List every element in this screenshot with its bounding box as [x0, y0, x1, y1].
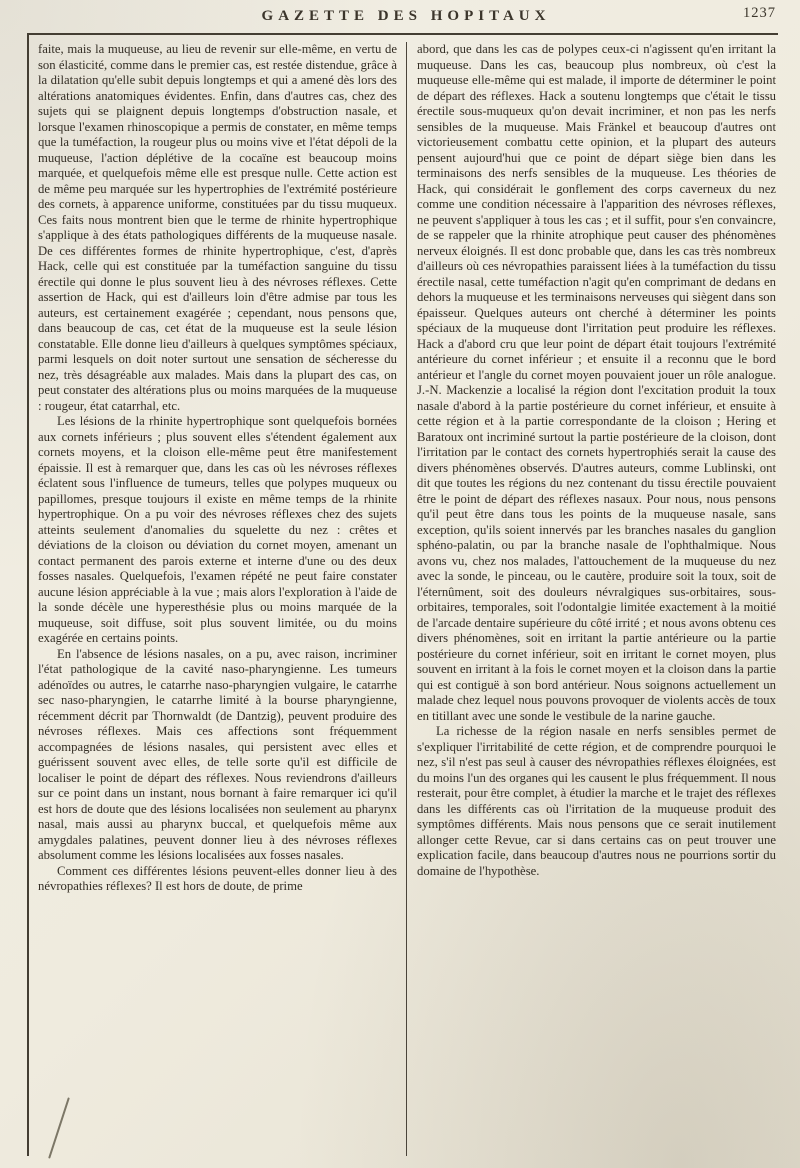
paragraph: Les lésions de la rhinite hypertrophique sont quelquefois bornées aux cornets inférieurs ; plus souvent elles s'étendent également aux cornets moyens, et la cloison elle-même peut être manifestement épaissie. Il est à remarquer que, dans les cas où les névroses réflexes éclatent sous l'influence de tumeurs, telles que polypes muqueux ou papillomes, presque toujours il existe en même temps de la rhinite hypertrophique. On a pu voir des névroses réflexes chez des sujets atteints seulement d'anomalies du squelette du nez : crêtes et déviations de la cloison ou déviation du cornet moyen, amenant un contact permanent des parois externe et interne d'une ou des deux fosses nasales. Quelquefois, l'examen répété ne peut faire constater aucune lésion appréciable à la vue ; mais alors l'exploration à l'aide de la sonde décèle une hyperesthésie plus ou moins marquée de la muqueuse, soit diffuse, soit plus souvent limitée, ou du moins exagérée en certains points. — [38, 414, 397, 645]
left-column — [38, 42, 406, 1156]
left-margin-rule — [27, 33, 29, 1156]
paragraph: En l'absence de lésions nasales, on a pu, avec raison, incriminer l'état pathologique de la cavité naso-pharyngienne. Les tumeurs adénoïdes ou autres, le catarrhe naso-pharyngien vulgaire, le catarrhe sec naso-pharyngien, le catarrhe limité à la bourse pharyngienne, récemment décrit par Thornwaldt (de Dantzig), peuvent produire des névroses réflexes. Mais ces affections sont fréquemment accompagnées de lésions nasales, qui persistent avec elles et guérissent souvent avec elles, de telle sorte qu'il est difficile de localiser le point de départ des réflexes. Nous reviendrons d'ailleurs sur ce point dans un instant, nous bornant à faire remarquer ici qu'il est hors de doute que des lésions localisées non seulement au pharynx nasal, mais aussi au pharynx buccal, et quelquefois même aux amygdales palatines, peuvent donner lieu à des névroses réflexes absolument comme les lésions localisées aux fosses nasales. — [38, 646, 397, 862]
article-body — [38, 42, 776, 1156]
paragraph: La richesse de la région nasale en nerfs sensibles permet de s'expliquer l'irritabilité de cette région, et de comprendre pourquoi le nez, s'il n'est pas seul à causer des névropathies réflexes éloignées, est du moins l'un des organes qui les causent le plus fréquemment. Il nous resterait, pour être complet, à étudier la marche et le trajet des réflexes dans les différents cas où l'irritation de la muqueuse produit des symptômes différents. Mais nous pensons que ce serait inutilement allonger cette Revue, car si dans certains cas on peut trouver une explication facile, dans beaucoup d'autres nous ne pourrions sortir du domaine de l'hypothèse. — [417, 724, 776, 878]
header-rule — [27, 33, 778, 35]
page-number: 1237 — [743, 5, 776, 21]
paragraph: Comment ces différentes lésions peuvent-elles donner lieu à des névropathies réflexes? Il est hors de doute, de prime — [38, 863, 397, 893]
right-column — [407, 42, 776, 1156]
page-header — [30, 5, 782, 31]
paragraph: faite, mais la muqueuse, au lieu de revenir sur elle-même, en vertu de son élasticité, comme dans le premier cas, est restée distendue, grâce à la dilatation qu'elle subit depuis longtemps et qui a amené dès lors des altérations anatomiques évidentes. Enfin, dans d'autres cas, chez des sujets qui se plaignent depuis longtemps d'obstruction nasale, et lorsque l'examen rhinoscopique a permis de constater, en même temps que la tuméfaction, la rougeur plus ou moins vive et l'état dépoli de la muqueuse, l'action déplétive de la cocaïne est beaucoup moins marquée, et quelquefois même elle est presque nulle. Cette action est de même peu marquée sur les hypertrophies de l'extrémité postérieure des cornets, à apparence uniforme, constituées par du tissu muqueux. Ces faits nous montrent bien que le terme de rhinite hypertrophique s'applique à des états pathologiques différents de la muqueuse nasale. De ces différentes formes de rhinite hypertrophique, c'est, d'après Hack, celle qui est constituée par la tuméfaction sanguine du tissu érectile qui donne le plus souvent lieu à des névroses réflexes. Cette assertion de Hack, qui est d'ailleurs loin d'être admise par tous les auteurs, est certainement exagérée ; cependant, nous pensons que, dans beaucoup de cas, cet état de la muqueuse est la seule lésion constatable. Elle donne lieu d'ailleurs à quelques symptômes spéciaux, parmi lesquels on doit noter surtout une sensation de sécheresse du nez, très désagréable aux malades. Mais dans la plupart des cas, on peut constater des altérations plus ou moins marquées de la muqueuse : rougeur, état catarrhal, etc. — [38, 42, 397, 413]
paragraph: abord, que dans les cas de polypes ceux-ci n'agissent qu'en irritant la muqueuse. Dans les cas, beaucoup plus nombreux, où c'est la muqueuse elle-même qui est malade, il importe de déterminer le point de départ des réflexes. Hack a soutenu longtemps que c'était le tissu érectile sous-muqueux qu'on devait incriminer, et non pas les nerfs sensibles de la muqueuse. Mais Fränkel et beaucoup d'autres ont victorieusement combattu cette opinion, et la plupart des auteurs pensent aujourd'hui que ce point de départ siège bien dans les terminaisons des nerfs sensibles de la muqueuse. Les théories de Hack, qui considérait le gonflement des corps caverneux du nez comme une condition nécessaire à l'apparition des névroses réflexes, ne peuvent s'appliquer à tous les cas ; et il suffit, pour s'en convaincre, de se rappeler que la rhinite atrophique peut causer des phénomènes nerveux éloignés. Il est donc probable que, dans les cas très nombreux d'ailleurs où ces névropathies paraissent liées à la tuméfaction du tissu érectile nasal, cette tuméfaction n'agit qu'en comprimant de dedans en dehors la muqueuse et les terminaisons nerveuses qui siègent dans son épaisseur. Quelques auteurs ont cherché à déterminer les points spéciaux de la muqueuse dont l'irritation peut produire les réflexes. Hack a d'abord cru que leur point de départ était toujours l'extrémité antérieure du cornet inférieur ; et ensuite il a reconnu que le bord antérieur et l'angle du cornet moyen pouvaient jouer un rôle analogue. J.-N. Mackenzie a localisé la région dont l'excitation produit la toux nasale d'abord à la partie postérieure du cornet inférieur, et ensuite à cette région et à la partie correspondante de la cloison ; Hering et Baratoux ont incriminé surtout la partie postérieure de la cloison, dont l'irritation par le contact des cornets hypertrophiés serait la cause des divers phénomènes observés. D'autres auteurs, comme Lublinski, ont dit que toutes les régions du nez contenant du tissu érectile pouvaient être le point de départ des réflexes nasaux. Pour nous, nous pensons qu'il peut être dans tous les points de la muqueuse nasale, sans exception, qu'ils soient innervés par les branches nasales du ganglion sphéno-palatin, ou par la branche nasale de l'ophthalmique. Nous avons vu, chez nos malades, l'attouchement de la muqueuse du nez avec la sonde, le pinceau, ou le cautère, produire soit la toux, soit de l'éternûment, soit des douleurs névralgiques sus-orbitaires, sous-orbitaires, temporales, soit l'odontalgie limitée exactement à la moitié de l'arcade dentaire supérieure du côté irrité ; et nous avons obtenu ces divers phénomènes, soit en irritant la partie antérieure ou la partie postérieure du cornet inférieur, soit en irritant le cornet moyen, plus souvent en irritant à la fois le cornet moyen et la cloison dans la partie qui est contiguë à son bord antérieur. Nous soignons actuellement un malade chez lequel nous pouvons provoquer de violents accès de toux en titillant avec une sonde le vestibule de la narine gauche. — [417, 42, 776, 723]
masthead-title: GAZETTE DES HOPITAUX — [261, 8, 551, 24]
